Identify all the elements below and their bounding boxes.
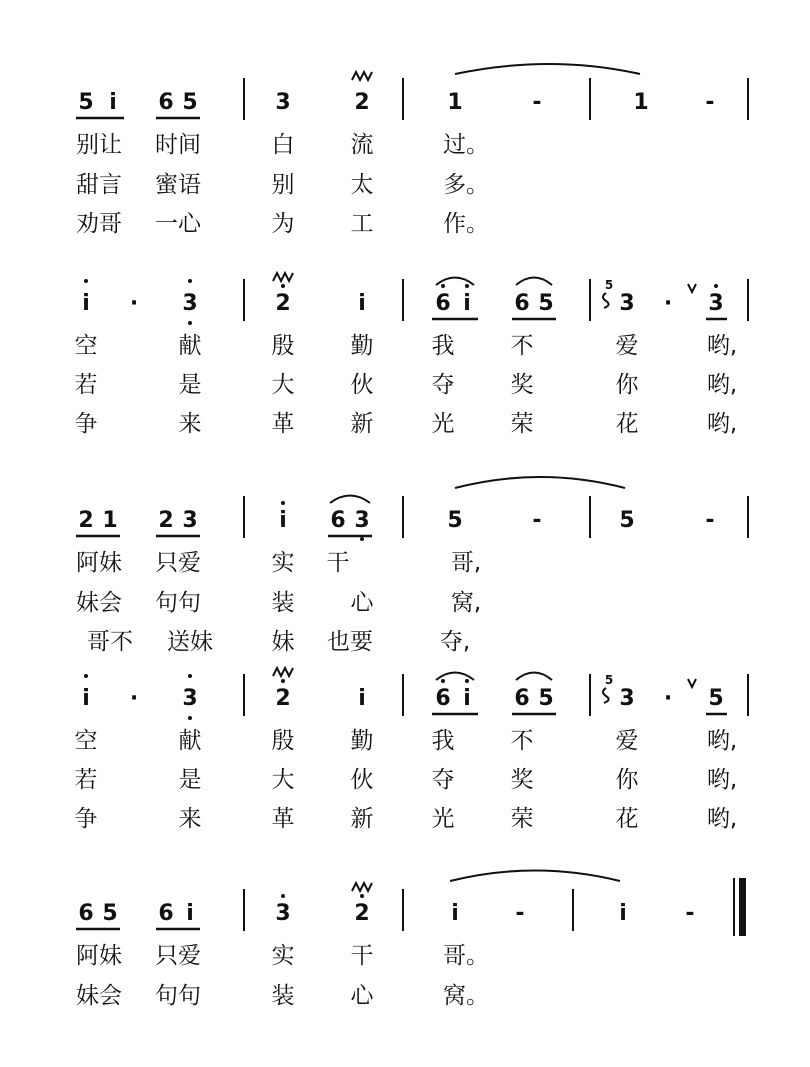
lyric: 献	[178, 728, 202, 754]
lyric: 大	[271, 372, 295, 398]
note: 3	[619, 291, 635, 316]
note: i	[82, 291, 90, 316]
lyric: 心	[350, 983, 374, 1009]
lyric: 哥不	[87, 629, 133, 655]
lyric: 句句	[155, 590, 201, 616]
lyric: 阿妹	[76, 550, 122, 576]
lyric: 妹会	[76, 983, 122, 1009]
lyric: 来	[178, 411, 202, 437]
lyric: 我	[431, 728, 455, 754]
note: -	[532, 90, 542, 115]
lyric: 干	[350, 943, 374, 969]
mordent-ornaments	[273, 72, 372, 891]
note: 3	[708, 291, 724, 316]
grace-note-marks	[603, 293, 609, 703]
note: i	[82, 686, 90, 711]
lyric: 哟,	[706, 806, 738, 832]
note: 5	[78, 90, 94, 115]
grace-note: 5	[604, 673, 614, 687]
lyric: 心	[350, 590, 374, 616]
note: i	[279, 508, 287, 533]
note: i	[186, 901, 194, 926]
lyric: 爱	[615, 333, 639, 359]
note: ·	[129, 686, 139, 711]
note: 6	[78, 901, 94, 926]
note: -	[705, 508, 715, 533]
lyric: 光	[431, 806, 455, 832]
breath-marks	[688, 284, 696, 687]
lyric: 哟,	[706, 411, 738, 437]
note: ·	[129, 291, 139, 316]
note: i	[463, 686, 471, 711]
note: i	[619, 901, 627, 926]
note: i	[463, 291, 471, 316]
lyric: 是	[178, 767, 202, 793]
lyric: 一心	[155, 211, 201, 237]
lyric: 别	[271, 172, 295, 198]
lyric: 作。	[443, 211, 489, 237]
lyric: 荣	[510, 411, 534, 437]
lyric: 哟,	[706, 333, 738, 359]
note: -	[515, 901, 525, 926]
note: 5	[447, 508, 463, 533]
note: ·	[663, 686, 673, 711]
note: 6	[158, 901, 174, 926]
lyric: 荣	[510, 806, 534, 832]
lyric: 流	[350, 132, 374, 158]
lyric: 多。	[443, 172, 489, 198]
lyric: 实	[271, 550, 295, 576]
lyric: 光	[431, 411, 455, 437]
lyric: 我	[431, 333, 455, 359]
lyric: 送妹	[167, 629, 213, 655]
lyric: 太	[350, 172, 374, 198]
lyric: 不	[510, 728, 534, 754]
slurs	[330, 64, 640, 881]
lyric: 时间	[155, 132, 201, 158]
lyric: 若	[74, 767, 98, 793]
lyric: 新	[350, 411, 374, 437]
note: 2	[275, 686, 291, 711]
lyric: 夺,	[439, 629, 471, 655]
note: 3	[182, 508, 198, 533]
lyric: 奖	[510, 767, 534, 793]
lyric: 装	[271, 983, 295, 1009]
note: i	[109, 90, 117, 115]
note: 3	[354, 508, 370, 533]
lyric: 干	[326, 550, 350, 576]
lyric: 窝。	[443, 983, 489, 1009]
lyric: 只爱	[155, 550, 201, 576]
lyric: 伙	[350, 372, 374, 398]
note: -	[685, 901, 695, 926]
note: 6	[158, 90, 174, 115]
lyric: 哟,	[706, 372, 738, 398]
note: 3	[182, 686, 198, 711]
lyric: 争	[74, 411, 98, 437]
lyric: 窝,	[450, 590, 482, 616]
note: 1	[447, 90, 463, 115]
lyric: 过。	[443, 132, 489, 158]
lyric: 装	[271, 590, 295, 616]
note: 5	[538, 686, 554, 711]
note: 2	[354, 90, 370, 115]
note: 3	[182, 291, 198, 316]
lyric: 若	[74, 372, 98, 398]
lyric: 革	[271, 411, 295, 437]
lyric: 劝哥	[76, 211, 122, 237]
lyric: 也要	[327, 629, 373, 655]
lyric: 你	[615, 767, 639, 793]
note: 5	[102, 901, 118, 926]
note: 3	[275, 90, 291, 115]
note: 2	[158, 508, 174, 533]
lyric: 蜜语	[155, 172, 201, 198]
lyric: 新	[350, 806, 374, 832]
lyric: 奖	[510, 372, 534, 398]
lyric: 甜言	[76, 172, 122, 198]
lyric: 别让	[76, 132, 122, 158]
lyric: 阿妹	[76, 943, 122, 969]
lyric: 争	[74, 806, 98, 832]
lyric: 为	[271, 211, 295, 237]
lyric: 伙	[350, 767, 374, 793]
note: 5	[708, 686, 724, 711]
lyric: 殷	[271, 333, 295, 359]
note: 1	[633, 90, 649, 115]
lyric: 妹会	[76, 590, 122, 616]
note: 5	[182, 90, 198, 115]
lyric: 花	[615, 806, 639, 832]
lyric: 勤	[350, 728, 374, 754]
lyric: 夺	[431, 767, 455, 793]
lyric: 革	[271, 806, 295, 832]
lyric: 白	[271, 132, 295, 158]
note: i	[451, 901, 459, 926]
lyric: 空	[74, 728, 98, 754]
lyric: 勤	[350, 333, 374, 359]
lyric: 实	[271, 943, 295, 969]
lyric: 句句	[155, 983, 201, 1009]
lyric: 献	[178, 333, 202, 359]
lyric: 花	[615, 411, 639, 437]
note: 6	[330, 508, 346, 533]
note: i	[358, 291, 366, 316]
lyric: 哥,	[450, 550, 482, 576]
lyric: 是	[178, 372, 202, 398]
lyric: 大	[271, 767, 295, 793]
note: 6	[514, 686, 530, 711]
lyric: 工	[350, 211, 374, 237]
grace-note: 5	[604, 278, 614, 292]
octave-dots	[84, 279, 718, 898]
note: 2	[354, 901, 370, 926]
lyric: 只爱	[155, 943, 201, 969]
note: 2	[275, 291, 291, 316]
lyric: 哥。	[443, 943, 489, 969]
note: 6	[435, 291, 451, 316]
note: 6	[435, 686, 451, 711]
lyric: 不	[510, 333, 534, 359]
note: 3	[275, 901, 291, 926]
lyric: 你	[615, 372, 639, 398]
note: -	[705, 90, 715, 115]
lyric: 妹	[271, 629, 295, 655]
lyric: 空	[74, 333, 98, 359]
lyric: 来	[178, 806, 202, 832]
note: 5	[619, 508, 635, 533]
lyric: 夺	[431, 372, 455, 398]
note: 2	[78, 508, 94, 533]
lyric: 殷	[271, 728, 295, 754]
note: 1	[102, 508, 118, 533]
note: 5	[538, 291, 554, 316]
note: 3	[619, 686, 635, 711]
beam-underlines	[76, 118, 727, 929]
note: -	[532, 508, 542, 533]
note: i	[358, 686, 366, 711]
lyric: 哟,	[706, 728, 738, 754]
lyric: 爱	[615, 728, 639, 754]
note: 6	[514, 291, 530, 316]
note: ·	[663, 291, 673, 316]
lyric: 哟,	[706, 767, 738, 793]
